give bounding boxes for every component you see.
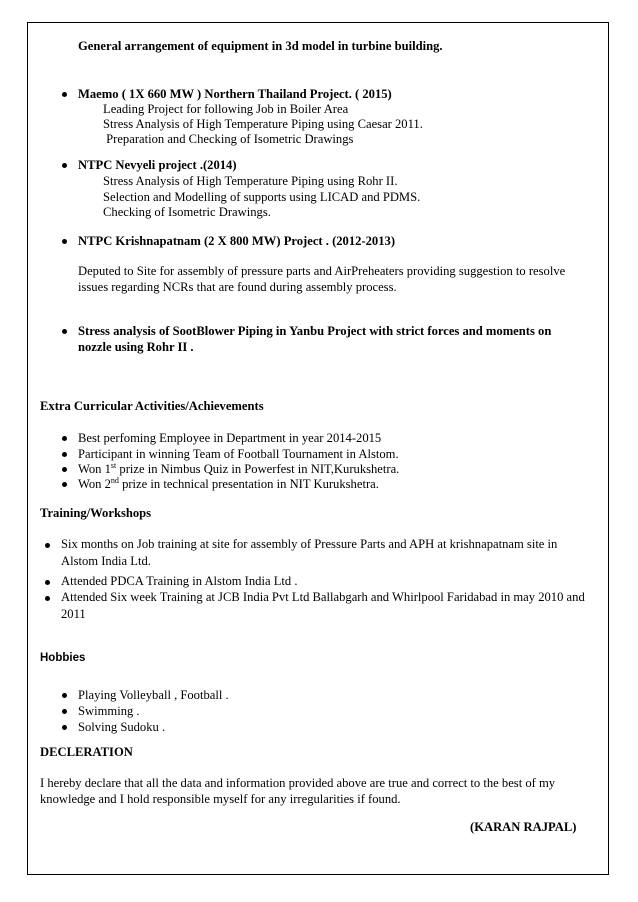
bullet-icon <box>62 92 67 97</box>
bullet-icon <box>62 725 67 730</box>
bullet-icon <box>62 436 67 441</box>
hobbies-heading: Hobbies <box>40 652 86 664</box>
list-item: Best perfoming Employee in Department in year 2014-2015 <box>78 431 382 445</box>
list-item: Swimming . <box>78 704 140 718</box>
bullet-icon <box>62 467 67 472</box>
list-item: Attended PDCA Training in Alstom India Ltd . <box>61 574 298 588</box>
bullet-icon <box>62 693 67 698</box>
project-title: Maemo ( 1X 660 MW ) Northern Thailand Project. ( 2015) <box>78 87 392 101</box>
bullet-icon <box>45 596 50 601</box>
project-line: Leading Project for following Job in Boiler Area <box>103 102 349 116</box>
signature-name: (KARAN RAJPAL) <box>470 820 577 834</box>
project-line: issues regarding NCRs that are found during assembly process. <box>78 280 397 294</box>
list-item: Attended Six week Training at JCB India Pvt Ltd Ballabgarh and Whirlpool Faridabad in may 2010 and <box>61 590 585 604</box>
declaration-heading: DECLERATION <box>40 745 133 759</box>
training-heading: Training/Workshops <box>40 506 152 520</box>
project-title: NTPC Nevyeli project .(2014) <box>78 158 237 172</box>
declaration-text: knowledge and I hold responsible myself for any irregularities if found. <box>40 792 401 806</box>
list-item: Playing Volleyball , Football . <box>78 688 229 702</box>
list-item: Participant in winning Team of Football Tournament in Alstom. <box>78 447 399 461</box>
bullet-icon <box>62 239 67 244</box>
extra-curricular-heading: Extra Curricular Activities/Achievements <box>40 399 264 413</box>
list-item: Alstom India Ltd. <box>61 554 151 568</box>
bullet-icon <box>62 482 67 487</box>
bullet-icon <box>62 329 67 334</box>
project-line: Stress Analysis of High Temperature Piping using Caesar 2011. <box>103 117 423 131</box>
project-line: Selection and Modelling of supports using LICAD and PDMS. <box>103 190 421 204</box>
list-item: Six months on Job training at site for assembly of Pressure Parts and APH at krishnapatnam site in <box>61 537 558 551</box>
bullet-icon <box>62 163 67 168</box>
project-line: Deputed to Site for assembly of pressure parts and AirPreheaters providing suggestion to resolve <box>78 264 566 278</box>
project-title: NTPC Krishnapatnam (2 X 800 MW) Project . (2012-2013) <box>78 234 396 248</box>
bullet-icon <box>62 709 67 714</box>
list-item: Solving Sudoku . <box>78 720 166 734</box>
general-arrangement-heading: General arrangement of equipment in 3d model in turbine building. <box>78 39 443 53</box>
project-line: Checking of Isometric Drawings. <box>103 205 271 219</box>
bullet-icon <box>62 452 67 457</box>
list-item: 2011 <box>61 607 86 621</box>
declaration-text: I hereby declare that all the data and information provided above are true and correct to the best of my <box>40 776 556 790</box>
list-item: Won 2nd prize in technical presentation in NIT Kurukshetra. <box>78 475 379 491</box>
project-line: Preparation and Checking of Isometric Drawings <box>103 132 354 146</box>
project-title: Stress analysis of SootBlower Piping in Yanbu Project with strict forces and moments on <box>78 324 552 338</box>
bullet-icon <box>45 580 50 585</box>
list-item: Won 1st prize in Nimbus Quiz in Powerfest in NIT,Kurukshetra. <box>78 460 400 476</box>
project-line: Stress Analysis of High Temperature Piping using Rohr II. <box>103 174 398 188</box>
project-title: nozzle using Rohr II . <box>78 340 194 354</box>
bullet-icon <box>45 543 50 548</box>
